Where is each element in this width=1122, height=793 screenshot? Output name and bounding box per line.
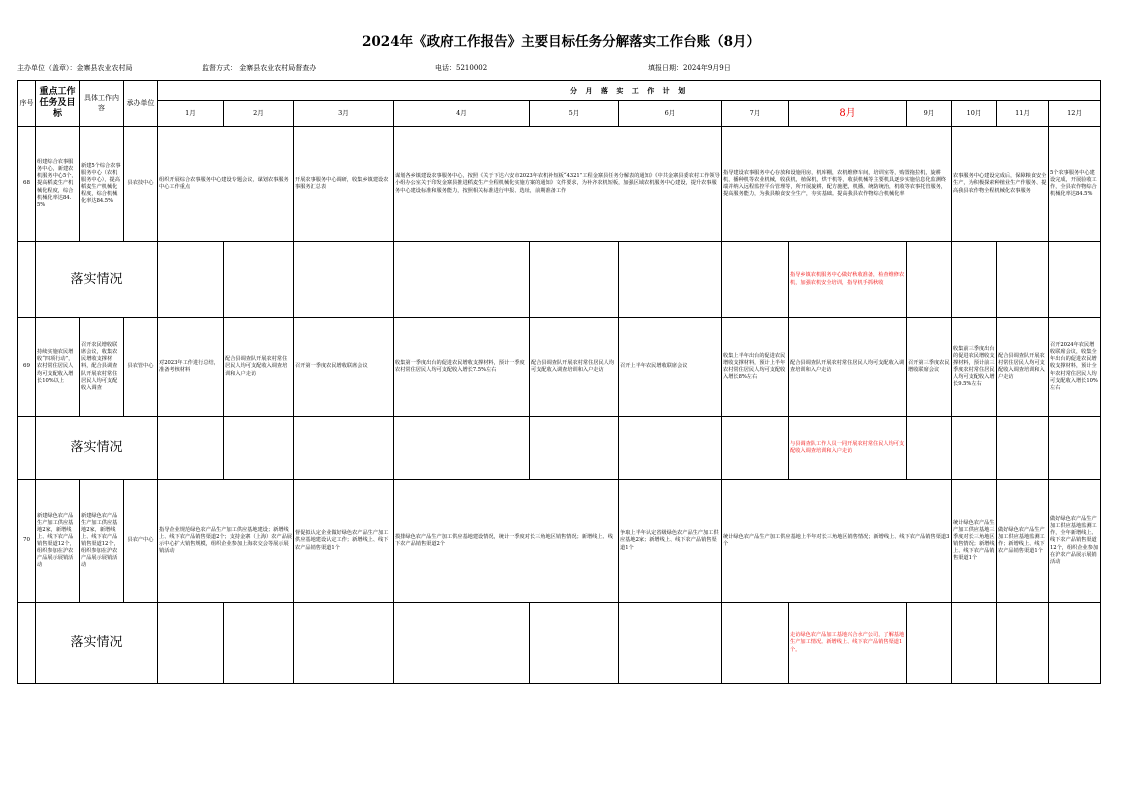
- org-info: 主办单位（盖章）：金寨县农业农村局: [17, 64, 133, 72]
- month-3: 3月: [294, 101, 394, 127]
- row-seq: 70: [18, 480, 36, 603]
- plan-cell: 督促拟认定企业做好绿色农产品生产加工供应基地建设认定工作；新增线上、线下农产品销售渠道1个: [294, 480, 394, 603]
- impl-label: 落实情况: [36, 242, 158, 318]
- impl-august: 指导乡镇农机服务中心做好秋收准备，检查维修农机，加强农机安全培训，指导机手抓秋收: [789, 242, 907, 318]
- plan-cell: 配合县调查队开展农村常住居民人均可支配收入调查培训和入户走访: [224, 318, 294, 417]
- plan-cell: 召开上半年农民增收联席会议: [619, 318, 722, 417]
- plan-cell: 做好绿色农产品生产加工供应基地监测工作，全年新增线上、线下农产品销售渠道12个，组织企业参加在沪农产品展示展销活动: [1049, 480, 1101, 603]
- plan-cell: 争取上半年认定省级绿色农产品生产加工供应基地2家；新增线上、线下农产品销售渠道1个: [619, 480, 722, 603]
- month-6: 6月: [619, 101, 722, 127]
- row-task: 新建绿色农产品生产加工供应基地2家，新增线上、线下农产品销售渠道12个，组织参加在沪农产品展示展销活动: [36, 480, 80, 603]
- row-unit: 县农管中心: [124, 318, 158, 417]
- plan-cell: 对2023年工作进行总结，准备考核材料: [158, 318, 224, 417]
- row-seq: 68: [18, 127, 36, 242]
- plan-cell: 召开第三季度农民增收联席会议: [907, 318, 952, 417]
- row-task: 持续实施农民增收“四项行动”，农村常住居民人均可支配收入增长10%以上: [36, 318, 80, 417]
- plan-cell: 摸排绿色农产品生产加工供应基地建设情况，统计一季度对长三角地区销售情况；新增线上、线下农产品销售渠道2个: [394, 480, 619, 603]
- month-2: 2月: [224, 101, 294, 127]
- plan-cell: 做好绿色农产品生产加工供应基地监测工作；新增线上、线下农产品销售渠道1个: [997, 480, 1049, 603]
- header-plan: 分 月 落 实 工 作 计 划: [158, 81, 1101, 101]
- plan-cell: 指导建设农事服务中心存放和设施用房，机库棚，农机维修车间，培训室等，购置拖拉机，旋耕机，播种机等农业机械，收获机，植保机，烘干机等，收获机械等主要机具逐步实施信息化监测终端并纳入远程监控平台管理等，所开展旋耕，配方施肥，机播，统防统治，机收等农事托管服务，提高服务能力，为我县粮食安全生产，夯实基础。提高我县农作物综合机械化率: [722, 127, 952, 242]
- plan-cell: 组织开展综合农事服务中心建设专题会议，谋划农事服务中心工作重点: [158, 127, 294, 242]
- row-content: 新建5个综合农事服务中心（农机服务中心），提高稻麦生产机械化程度，综合机械化率达84.5%: [80, 127, 124, 242]
- header-unit: 承办单位: [124, 81, 158, 127]
- month-8-current: 8月: [789, 101, 907, 127]
- impl-label: 落实情况: [36, 603, 158, 684]
- month-11: 11月: [997, 101, 1049, 127]
- plan-cell: 谋划各乡镇建设农事服务中心，按照《关于下达六安市2023年农机补短板“4321”工程金寨县任务分解表的通知》《中共金寨县委农村工作领导小组办公室关于印发金寨县推进稻麦生产全程机械化实施方案的通知》文件要求，为补齐农机短板，加强区域农机服务中心建设，提升农事服务中心建设标准和服务能力，按照相关标准进行申报、选址，前期准备工作: [394, 127, 722, 242]
- month-10: 10月: [952, 101, 997, 127]
- supervision-info: 监督方式： 金寨县农业农村局督查办: [202, 64, 317, 72]
- row-content: 召开农民增收联席会议，收集农民增收支撑材料，配合县调查队开展农村常住居民人均可支配收入调查: [80, 318, 124, 417]
- plan-cell: 指导企业规范绿色农产品生产加工供应基地建设；新增线上、线下农产品销售渠道2个；支持金寨（上海）农产品展示中心扩大销售规模，组织企业参加上海农交会等展示展销活动: [158, 480, 294, 603]
- plan-cell: 召开2024年农民增收联席会议，收集全年出台的促进农民增收支撑材料，预计全年农村常住居民人均可支配收入增长10%左右: [1049, 318, 1101, 417]
- plan-cell: 收集第一季度出台的促进农民增收支撑材料，预计一季度农村常住居民人均可支配收入增长7.5%左右: [394, 318, 530, 417]
- impl-label: 落实情况: [36, 417, 158, 480]
- plan-cell: 配合县调查队开展农村常住居民人均可支配收入调查培训和入户走访: [997, 318, 1049, 417]
- task-ledger-table: [17, 80, 1101, 684]
- month-9: 9月: [907, 101, 952, 127]
- row-content: 新建绿色农产品生产加工供应基地2家，新增线上、线下农产品销售渠道12个，组织参加在沪农产品展示展销活动: [80, 480, 124, 603]
- plan-cell: 开展农事服务中心调研，收集乡镇建设农事服务汇总表: [294, 127, 394, 242]
- header-seq: 序号: [18, 81, 36, 127]
- impl-august: 走访绿色农产品加工基地兴合水产公司，了解基地生产加工情况。新增线上、线下农产品销售渠道1个。: [789, 603, 907, 684]
- month-5: 5月: [530, 101, 619, 127]
- month-4: 4月: [394, 101, 530, 127]
- phone-info: 电话：5210002: [435, 64, 488, 72]
- fill-date: 填报日期：2024年9月9日: [648, 64, 731, 72]
- month-12: 12月: [1049, 101, 1101, 127]
- plan-cell: 收集上半年出台的促进农民增收支撑材料，预计上半年农村常住居民人均可支配收入增长8%左右: [722, 318, 789, 417]
- plan-cell: 统计绿色农产品生产加工供应基地上半年对长三角地区销售情况；新增线上、线下农产品销售渠道3个: [722, 480, 952, 603]
- impl-august: 与县调查队工作人员一同开展农村常住民人均可支配收入调查培训和入户走访: [789, 417, 907, 480]
- row-unit: 县农技中心: [124, 127, 158, 242]
- month-7: 7月: [722, 101, 789, 127]
- plan-cell: 统计绿色农产品生产加工供应基地三季度对长三角地区销售情况；新增线上、线下农产品销售渠道1个: [952, 480, 997, 603]
- row-unit: 县农产中心: [124, 480, 158, 603]
- row-seq: 69: [18, 318, 36, 417]
- plan-cell: 收集前三季度出台的促进农民增收支撑材料，预计前三季度农村常住居民人均可支配收入增长9.5%左右: [952, 318, 997, 417]
- plan-cell: 5个农事服务中心建设完成，开展验收工作，全县农作物综合机械化率达84.5%: [1049, 127, 1101, 242]
- plan-cell: 配合县调查队开展农村常住居民人均可支配收入调查培训和入户走访: [789, 318, 907, 417]
- plan-cell: 农事服务中心建设完成后，保障粮食安全生产，为积极探索种植业生产作服务、提高我县农作物全程机械化农事服务: [952, 127, 1049, 242]
- page-title: 2024年《政府工作报告》主要目标任务分解落实工作台账（8月）: [362, 34, 760, 50]
- header-content: 具体工作内容: [80, 81, 124, 127]
- plan-cell: 配合县调查队开展农村常住居民人均可支配收入调查培训和入户走访: [530, 318, 619, 417]
- header-task: 重点工作任务及目标: [36, 81, 80, 127]
- row-task: 组建综合农事服务中心，新建农机服务中心5个，提高稻麦生产机械化程度，综合机械化率达84.5%: [36, 127, 80, 242]
- month-1: 1月: [158, 101, 224, 127]
- plan-cell: 召开第一季度农民增收联席会议: [294, 318, 394, 417]
